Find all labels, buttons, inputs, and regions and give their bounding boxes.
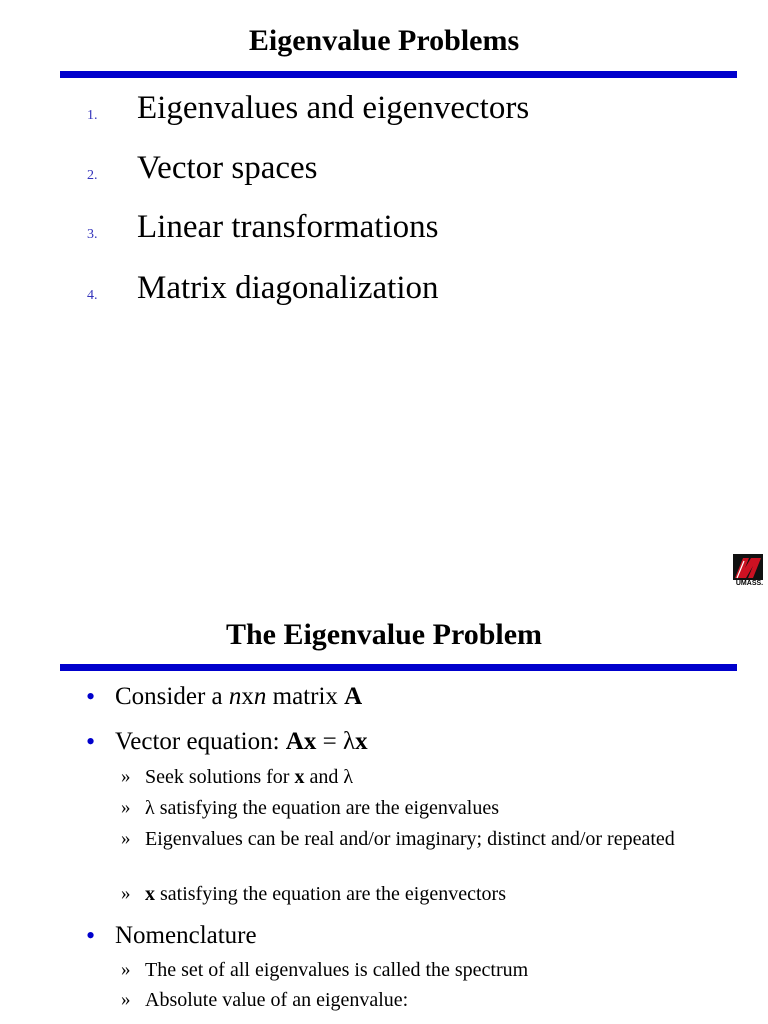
bullet-icon: • xyxy=(86,921,96,950)
sub-marker-icon: » xyxy=(121,883,131,904)
text-run: x xyxy=(241,683,254,710)
text-run: n xyxy=(253,683,267,710)
topic-item-2 xyxy=(0,150,768,200)
bullet-text xyxy=(115,921,257,951)
sub-marker-icon: » xyxy=(121,959,131,980)
text-run: x xyxy=(145,883,155,905)
topic-text: Eigenvalues and eigenvectors xyxy=(137,90,530,126)
topic-text: Vector spaces xyxy=(137,150,318,186)
sub-marker-icon: » xyxy=(121,828,131,849)
text-run: Absolute value of an eigenvalue: xyxy=(145,989,409,1011)
sub-text xyxy=(145,988,705,1013)
text-run: satisfying the equation are the eigenvectors xyxy=(155,883,506,905)
topic-number: 3. xyxy=(87,227,98,242)
sub-text xyxy=(145,765,705,790)
bullet-icon: • xyxy=(86,727,96,756)
text-run: x xyxy=(294,766,305,788)
topic-number: 4. xyxy=(87,288,98,303)
sub-marker-icon: » xyxy=(121,989,131,1010)
sub-text xyxy=(145,827,705,852)
text-run: and λ xyxy=(304,766,354,788)
sub-text xyxy=(145,796,705,821)
title-rule xyxy=(60,664,737,671)
bullet-icon: • xyxy=(86,682,96,711)
slide-the-eigenvalue-problem xyxy=(0,600,768,1024)
sub-marker-icon: » xyxy=(121,766,131,787)
text-run: n xyxy=(228,683,242,710)
text-run: Consider a xyxy=(115,683,229,710)
slide-title: The Eigenvalue Problem xyxy=(225,618,543,651)
topic-number: 2. xyxy=(87,168,98,183)
sub-text xyxy=(145,882,705,907)
text-run: λ satisfying the equation are the eigenvalues xyxy=(145,797,500,819)
topic-text: Linear transformations xyxy=(137,209,439,245)
topic-item-4 xyxy=(0,270,768,320)
topic-item-1 xyxy=(0,90,768,140)
topic-text: Matrix diagonalization xyxy=(137,270,439,306)
bullet-text xyxy=(115,682,362,712)
topic-item-3 xyxy=(0,209,768,259)
text-run: The set of all eigenvalues is called the spectrum xyxy=(145,959,529,981)
text-run: Seek solutions for xyxy=(145,766,295,788)
text-run: A xyxy=(344,683,363,710)
text-run: Nomenclature xyxy=(115,922,257,949)
text-run: Ax xyxy=(285,728,317,755)
sub-text xyxy=(145,958,705,983)
bullet-text xyxy=(115,727,368,757)
text-run: = λ xyxy=(316,728,356,755)
title-rule xyxy=(60,71,737,78)
text-run: Eigenvalues can be real and/or imaginary; distinct and/or repeated xyxy=(145,828,675,850)
topic-number: 1. xyxy=(87,108,98,123)
slide-title: Eigenvalue Problems xyxy=(248,24,520,57)
text-run: x xyxy=(355,728,368,755)
text-run: Vector equation: xyxy=(115,728,286,755)
logo-text: UMASS. xyxy=(735,580,764,587)
sub-marker-icon: » xyxy=(121,797,131,818)
text-run: matrix xyxy=(266,683,345,710)
